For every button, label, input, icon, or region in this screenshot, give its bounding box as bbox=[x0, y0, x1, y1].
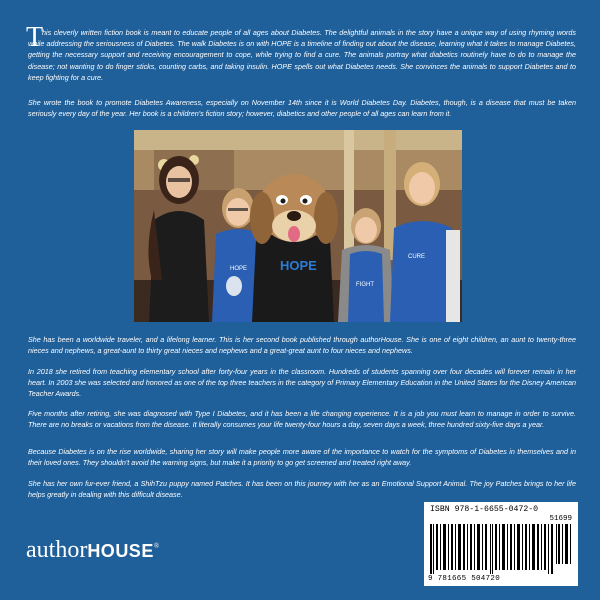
publisher-logo bbox=[26, 537, 159, 564]
intro-paragraph-2: She wrote the book to promote Diabetes Awareness, especially on November 14th since it is World Diabetes Day. Diabetes, though, is a disease that must be taken seriously every day of the year. Her book is a children's fiction story; however, diabetics and other people of all ages can learn from it. bbox=[28, 98, 576, 119]
intro-paragraph-1: his cleverly written fiction book is meant to educate people of all ages about Diabetes. The delightful animals in the story have a unique way of using rhyming words while addressing the seriousness of Diabetes. The walk Diabetes is on with HOPE is a timeline of finding out about the disease, learning what it takes to manage Diabetes, getting the necessary support and receiving encouragement to cope, while trying to find a cure. The animals portray what diabetics routinely have to do to manage the disease; not wanting to do finger sticks, counting carbs, and taking insulin. HOPE spells out what Diabetes needs. She convinces the animals to support Diabetes and to keep fighting for a cure. bbox=[28, 28, 576, 82]
barcode-icon bbox=[430, 524, 572, 574]
drop-cap: T bbox=[26, 22, 44, 53]
bio-paragraph-3: Five months after retiring, she was diagnosed with Type I Diabetes, and it has been a life changing experience. It is a job you must learn to manage in order to survive. There are no breaks or vacations from the disease. It literally consumes your life twenty-four hours a day, seven days a week, three hundred sixty-five days a year. bbox=[28, 409, 576, 430]
publisher-name-author: author bbox=[26, 537, 88, 563]
isbn-label: ISBN 978-1-6655-0472-0 bbox=[430, 505, 539, 514]
author-photo bbox=[134, 130, 462, 322]
mascot-dog bbox=[250, 174, 338, 322]
bio-paragraph-2: In 2018 she retired from teaching elementary school after forty-four years in the classroom. Hundreds of students spanning over four decades will forever remain in her heart. In 2003 she was selected and honored as one of the top three teachers in the category of Primary Elementary Education in the United States for the Disney American Teacher Awards. bbox=[28, 367, 576, 399]
shirt-text-1: HOPE bbox=[230, 266, 248, 272]
shirt-text-2: FIGHT bbox=[356, 282, 374, 288]
publisher-name-house: HOUSE bbox=[87, 541, 154, 561]
mascot-shirt-text: HOPE bbox=[280, 258, 317, 273]
bio-paragraph-5: She has her own fur-ever friend, a ShihTzu puppy named Patches. It has been on this journey with her as an Emotional Support Animal. The joy Patches brings to her life helps greatly in dealing with this difficult disease. bbox=[28, 479, 576, 500]
shirt-text-3: CURE bbox=[408, 254, 426, 260]
barcode-panel bbox=[424, 502, 578, 586]
bio-paragraph-4: Because Diabetes is on the rise worldwide, sharing her story will make people more aware of the importance to watch for the symptoms of Diabetes in themselves and in their loved ones. They shouldn't avoid the warning signs, but make it a priority to go get screened and treated right away. bbox=[28, 447, 576, 468]
barcode-number: 9 781665 504720 bbox=[428, 575, 501, 583]
registered-mark: ® bbox=[153, 542, 160, 550]
bio-paragraph-1: She has been a worldwide traveler, and a lifelong learner. This is her second book published through authorHouse. She is one of eight children, an aunt to twenty-three nieces and nephews, a great-aunt to thirty great nieces and nephews and a great-great aunt to four nieces and nephews. bbox=[28, 335, 576, 356]
price-code: 51699 bbox=[549, 515, 572, 523]
